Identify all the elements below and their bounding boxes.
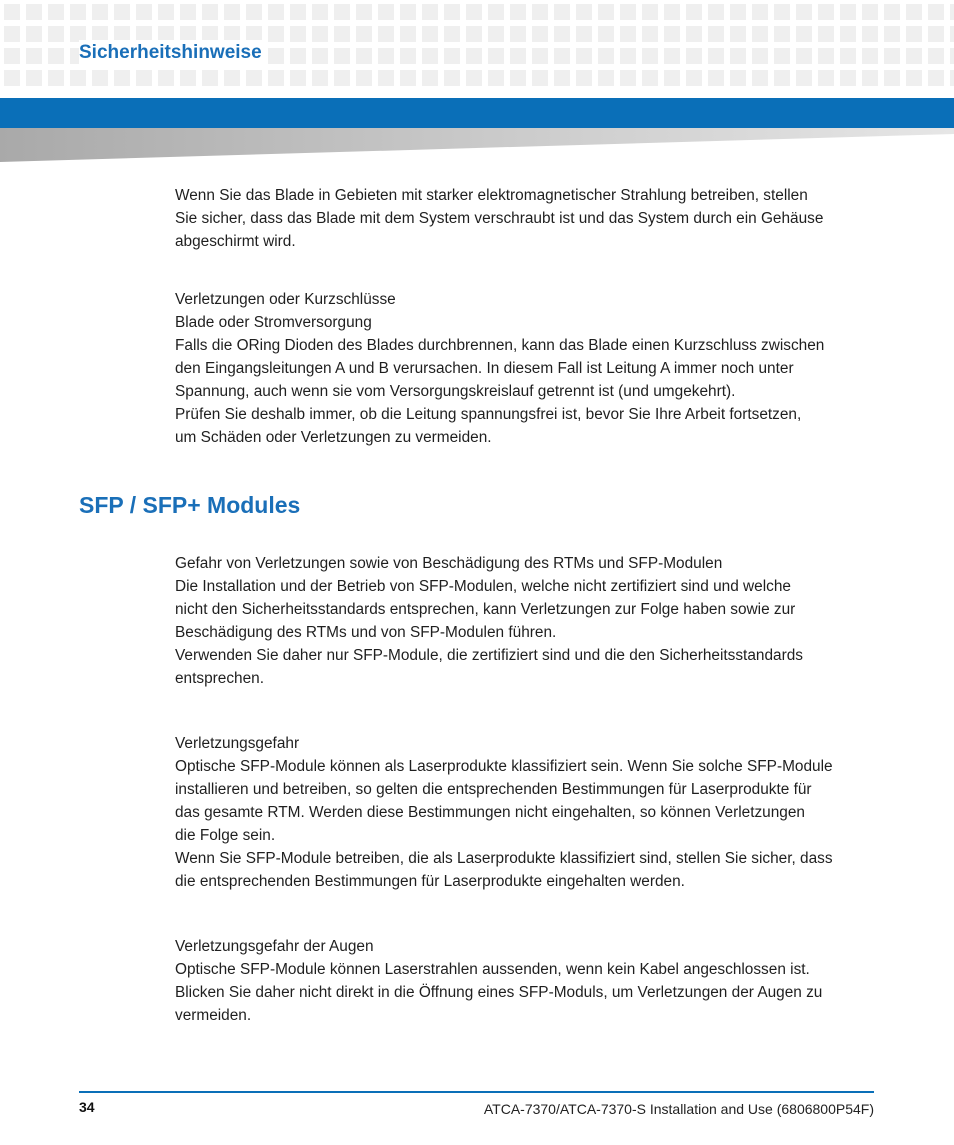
header-tile <box>224 70 240 86</box>
header-tile <box>774 4 790 20</box>
header-tile <box>730 48 746 64</box>
header-tile <box>598 70 614 86</box>
header-tile <box>598 26 614 42</box>
header-tile <box>378 26 394 42</box>
header-tile <box>268 70 284 86</box>
header-tile <box>884 26 900 42</box>
header-tile <box>862 4 878 20</box>
header-tile <box>576 4 592 20</box>
header-tile <box>312 26 328 42</box>
header-tile <box>290 48 306 64</box>
paragraph-sfp-certification <box>175 552 875 690</box>
header-tile <box>26 48 42 64</box>
header-tile <box>422 4 438 20</box>
header-tile <box>510 4 526 20</box>
header-tile <box>510 26 526 42</box>
header-tile <box>444 48 460 64</box>
header-tile <box>26 26 42 42</box>
header-tile <box>378 48 394 64</box>
header-tile <box>554 26 570 42</box>
header-tile <box>422 26 438 42</box>
text-line: Optische SFP-Module können als Laserprodukte klassifiziert sein. Wenn Sie solche SFP-Module <box>175 758 833 775</box>
text-line: Verwenden Sie daher nur SFP-Module, die zertifiziert sind und die den Sicherheitsstandards <box>175 647 803 664</box>
header-tile <box>488 26 504 42</box>
header-tile <box>356 26 372 42</box>
text-line: Wenn Sie SFP-Module betreiben, die als Laserprodukte klassifiziert sind, stellen Sie sicher, dass <box>175 850 833 867</box>
header-tile <box>642 4 658 20</box>
section-heading-sfp: SFP / SFP+ Modules <box>79 492 301 518</box>
text-line: um Schäden oder Verletzungen zu vermeiden. <box>175 429 492 446</box>
text-line: Blicken Sie daher nicht direkt in die Öffnung eines SFP-Moduls, um Verletzungen der Augen zu <box>175 984 823 1001</box>
header-tile <box>334 26 350 42</box>
header-tile <box>818 26 834 42</box>
header-tile <box>400 4 416 20</box>
text-line: die entsprechenden Bestimmungen für Laserprodukte eingehalten werden. <box>175 873 685 890</box>
header-tile <box>466 26 482 42</box>
header-tile <box>532 26 548 42</box>
header-tile <box>642 70 658 86</box>
header-tile <box>114 4 130 20</box>
header-tile <box>158 4 174 20</box>
header-tile <box>26 4 42 20</box>
header-tile <box>400 26 416 42</box>
header-tile <box>246 4 262 20</box>
paragraph-emv <box>175 184 875 253</box>
header-tile <box>356 70 372 86</box>
header-tile <box>840 48 856 64</box>
header-tile <box>510 48 526 64</box>
text-line: Prüfen Sie deshalb immer, ob die Leitung spannungsfrei ist, bevor Sie Ihre Arbeit fortsetzen, <box>175 406 802 423</box>
header-tile <box>48 70 64 86</box>
header-tile <box>818 48 834 64</box>
header-tile <box>356 48 372 64</box>
header-tile <box>818 70 834 86</box>
running-section-title: Sicherheitshinweise <box>79 40 268 66</box>
header-tile <box>180 4 196 20</box>
warning-title: Gefahr von Verletzungen sowie von Beschädigung des RTMs und SFP-Modulen <box>175 555 723 572</box>
header-tile <box>444 70 460 86</box>
header-tile <box>356 4 372 20</box>
header-tile <box>796 26 812 42</box>
text-line: Falls die ORing Dioden des Blades durchbrennen, kann das Blade einen Kurzschluss zwischen <box>175 337 825 354</box>
header-tile <box>290 70 306 86</box>
text-line: nicht den Sicherheitsstandards entsprechen, kann Verletzungen zur Folge haben sowie zur <box>175 601 796 618</box>
header-tile <box>312 4 328 20</box>
header-tile <box>686 4 702 20</box>
header-tile <box>906 4 922 20</box>
header-tile <box>488 48 504 64</box>
header-tile <box>928 70 944 86</box>
text-line: Die Installation und der Betrieb von SFP-Modulen, welche nicht zertifiziert sind und welche <box>175 578 791 595</box>
paragraph-laser-class <box>175 732 875 893</box>
header-blue-band <box>0 98 954 128</box>
header-tile <box>752 4 768 20</box>
header-tile <box>92 4 108 20</box>
header-tile <box>906 48 922 64</box>
header-tile <box>620 70 636 86</box>
header-tile <box>202 4 218 20</box>
header-tile <box>4 4 20 20</box>
text-line: die Folge sein. <box>175 827 276 844</box>
header-tile <box>840 70 856 86</box>
header-tile <box>620 48 636 64</box>
header-tile <box>290 4 306 20</box>
header-tile <box>730 26 746 42</box>
header-tile <box>884 4 900 20</box>
header-tile <box>422 48 438 64</box>
header-tile <box>642 48 658 64</box>
header-tile <box>4 70 20 86</box>
header-tile <box>290 26 306 42</box>
header-tile <box>532 48 548 64</box>
header-tile <box>862 48 878 64</box>
warning-title: Verletzungsgefahr der Augen <box>175 938 374 955</box>
text-line: das gesamte RTM. Werden diese Bestimmungen nicht eingehalten, so können Verletzungen <box>175 804 805 821</box>
header-tile <box>576 70 592 86</box>
header-tile <box>950 26 954 42</box>
header-tile <box>862 70 878 86</box>
text-line: entsprechen. <box>175 670 264 687</box>
header-tile <box>708 48 724 64</box>
header-tile <box>708 4 724 20</box>
header-tile <box>400 48 416 64</box>
text-line: Wenn Sie das Blade in Gebieten mit starker elektromagnetischer Strahlung betreiben, stellen <box>175 187 808 204</box>
header-tile <box>928 48 944 64</box>
warning-subtitle: Blade oder Stromversorgung <box>175 314 372 331</box>
header-tile <box>246 70 262 86</box>
header-tile <box>158 70 174 86</box>
header-tile <box>664 4 680 20</box>
header-tile <box>686 48 702 64</box>
header-tile <box>268 26 284 42</box>
text-line: abgeschirmt wird. <box>175 233 296 250</box>
header-tile <box>312 70 328 86</box>
header-tile <box>334 48 350 64</box>
header-tile <box>4 26 20 42</box>
header-tile <box>92 70 108 86</box>
header-tile <box>4 48 20 64</box>
header-tile <box>510 70 526 86</box>
header-tile <box>730 4 746 20</box>
header-tile <box>334 70 350 86</box>
header-tile <box>796 70 812 86</box>
header-tile <box>950 48 954 64</box>
header-tile <box>466 48 482 64</box>
paragraph-oring-warning <box>175 288 875 449</box>
text-line: Optische SFP-Module können Laserstrahlen aussenden, wenn kein Kabel angeschlossen ist. <box>175 961 810 978</box>
header-tile <box>554 48 570 64</box>
header-tile <box>752 48 768 64</box>
header-tile <box>48 4 64 20</box>
header-tile <box>664 48 680 64</box>
header-tile <box>202 70 218 86</box>
header-tile <box>752 70 768 86</box>
header-tile <box>136 70 152 86</box>
footer-rule <box>79 1091 874 1093</box>
header-tile <box>730 70 746 86</box>
header-tile <box>708 26 724 42</box>
header-tile <box>686 70 702 86</box>
header-tile <box>334 4 350 20</box>
header-tile <box>488 4 504 20</box>
header-tile <box>774 70 790 86</box>
header-tile <box>840 4 856 20</box>
header-tile <box>466 70 482 86</box>
header-tile <box>114 70 130 86</box>
header-tile <box>136 4 152 20</box>
header-tile <box>796 48 812 64</box>
header-tile <box>686 26 702 42</box>
header-grey-wedge <box>0 128 954 164</box>
header-tile <box>48 26 64 42</box>
header-tile <box>774 48 790 64</box>
header-tile <box>576 26 592 42</box>
page-number: 34 <box>79 1099 95 1115</box>
header-tile <box>488 70 504 86</box>
header-tile <box>950 70 954 86</box>
header-tile <box>840 26 856 42</box>
header-tile <box>268 4 284 20</box>
header-tile <box>906 26 922 42</box>
header-tile <box>664 70 680 86</box>
text-line: Sie sicher, dass das Blade mit dem System verschraubt ist und das System durch ein Gehäuse <box>175 210 824 227</box>
header-tile <box>642 26 658 42</box>
header-tile <box>950 4 954 20</box>
header-tile <box>576 48 592 64</box>
header-tile <box>444 4 460 20</box>
header-tile <box>444 26 460 42</box>
header-tile <box>796 4 812 20</box>
header-tile <box>928 4 944 20</box>
header-tile <box>620 4 636 20</box>
header-tile <box>554 4 570 20</box>
text-line: vermeiden. <box>175 1007 252 1024</box>
header-tile <box>752 26 768 42</box>
header-tile <box>928 26 944 42</box>
header-tile <box>422 70 438 86</box>
text-line: Beschädigung des RTMs und von SFP-Modulen führen. <box>175 624 557 641</box>
warning-title: Verletzungen oder Kurzschlüsse <box>175 291 396 308</box>
header-tile <box>268 48 284 64</box>
header-tile <box>70 4 86 20</box>
header-tile <box>620 26 636 42</box>
header-tile <box>532 70 548 86</box>
header-tile <box>466 4 482 20</box>
header-tile <box>378 4 394 20</box>
text-line: den Eingangsleitungen A und B verursachen. In diesem Fall ist Leitung A immer noch unter <box>175 360 794 377</box>
header-tile <box>774 26 790 42</box>
header-tile <box>708 70 724 86</box>
header-tile <box>862 26 878 42</box>
header-tile <box>884 70 900 86</box>
header-tile <box>664 26 680 42</box>
header-tile <box>312 48 328 64</box>
header-tile <box>48 48 64 64</box>
header-tile <box>532 4 548 20</box>
text-line: Spannung, auch wenn sie vom Versorgungskreislauf getrennt ist (und umgekehrt). <box>175 383 736 400</box>
header-tile <box>378 70 394 86</box>
header-tile <box>400 70 416 86</box>
header-tile <box>70 70 86 86</box>
header-tile <box>26 70 42 86</box>
header-tile <box>598 4 614 20</box>
header-tile <box>598 48 614 64</box>
warning-title: Verletzungsgefahr <box>175 735 300 752</box>
paragraph-eye-hazard <box>175 935 875 1027</box>
document-id: ATCA-7370/ATCA-7370-S Installation and Use (6806800P54F) <box>483 1101 874 1117</box>
header-tile <box>884 48 900 64</box>
text-line: installieren und betreiben, so gelten die entsprechenden Bestimmungen für Laserprodukte für <box>175 781 812 798</box>
header-tile <box>180 70 196 86</box>
header-tile <box>906 70 922 86</box>
header-tile <box>818 4 834 20</box>
header-tile <box>224 4 240 20</box>
header-tile <box>554 70 570 86</box>
